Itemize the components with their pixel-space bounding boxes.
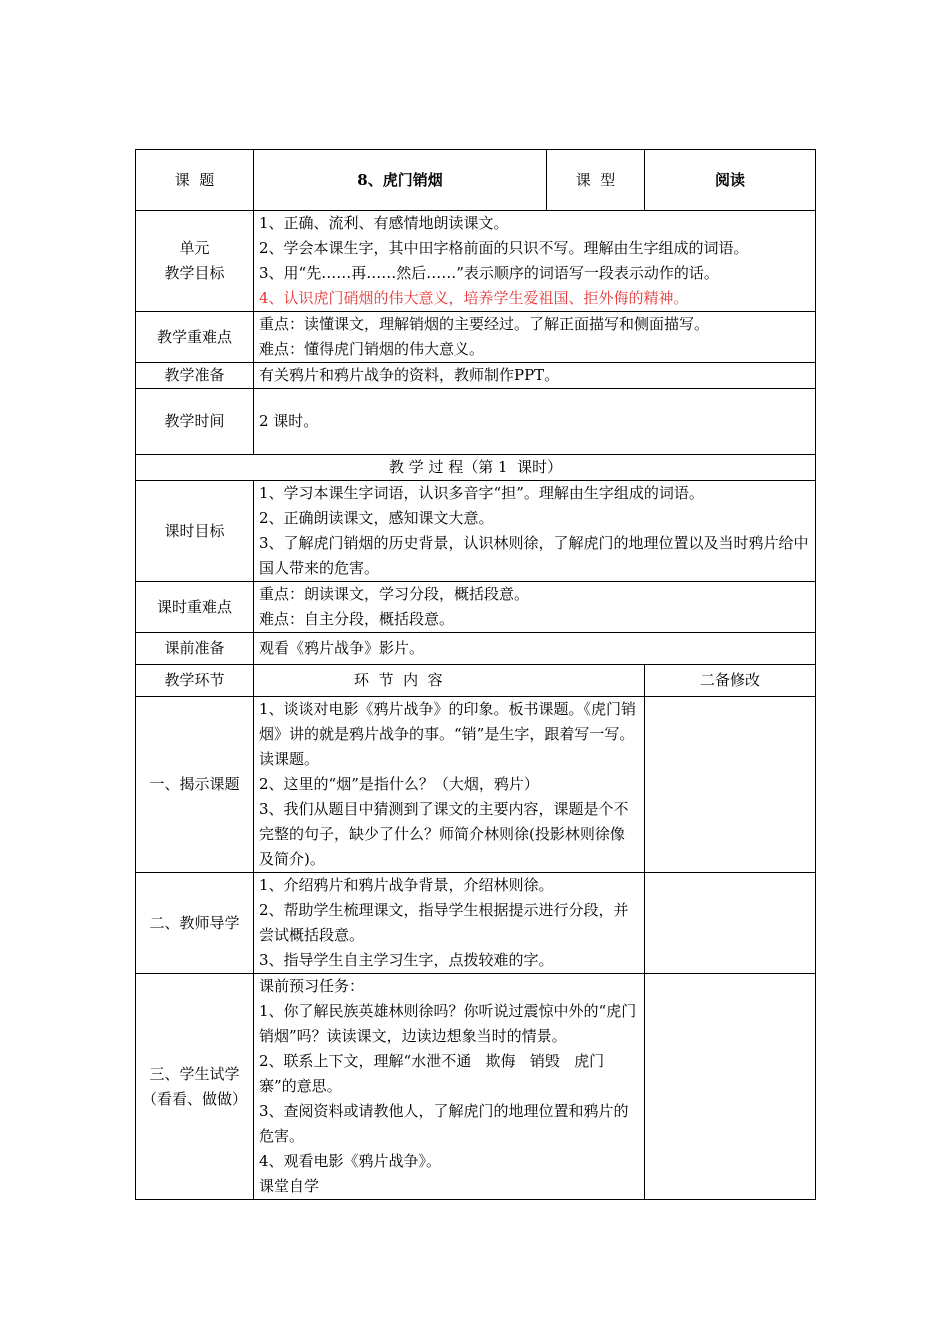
stage-line: 2、这里的“烟”是指什么？（大烟，鸦片） xyxy=(259,775,539,793)
stage-line: 3、指导学生自主学习生字，点拨较难的字。 xyxy=(259,951,554,969)
time-row xyxy=(136,389,816,455)
lesson-key-points-label: 课时重难点 xyxy=(136,582,254,633)
lesson-key-points-row xyxy=(136,582,816,633)
key-points-content xyxy=(254,312,816,363)
unit-goals-content xyxy=(254,211,816,312)
stage-revision-cell xyxy=(645,974,816,1200)
unit-goals-label xyxy=(136,211,254,312)
unit-goal-item-highlight: 4、认识虎门硝烟的伟大意义，培养学生爱祖国、拒外侮的精神。 xyxy=(259,289,689,307)
column-header-content: 环 节 内 容 xyxy=(254,665,645,697)
stage-name xyxy=(136,974,254,1200)
unit-goals-row xyxy=(136,211,816,312)
type-value: 阅读 xyxy=(645,150,816,211)
stage-line: 4、观看电影《鸦片战争》。 xyxy=(259,1152,442,1170)
pre-class-value: 观看《鸦片战争》影片。 xyxy=(254,633,816,665)
time-label: 教学时间 xyxy=(136,389,254,455)
column-header-revision: 二备修改 xyxy=(645,665,816,697)
stage-row xyxy=(136,873,816,974)
stage-content xyxy=(254,873,645,974)
preparation-label: 教学准备 xyxy=(136,363,254,389)
lesson-plan-table xyxy=(135,149,816,1200)
stage-line: 课前预习任务： xyxy=(259,977,365,995)
lesson-key-point-item: 重点：朗读课文，学习分段，概括段意。 xyxy=(259,585,530,603)
stage-line: 1、介绍鸦片和鸦片战争背景，介绍林则徐。 xyxy=(259,876,554,894)
stage-line: 3、查阅资料或请教他人，了解虎门的地理位置和鸦片的危害。 xyxy=(259,1102,629,1145)
unit-goals-label-line2: 教学目标 xyxy=(164,264,225,282)
column-header-stage: 教学环节 xyxy=(136,665,254,697)
pre-class-label: 课前准备 xyxy=(136,633,254,665)
process-heading: 教 学 过 程（第 1 课时） xyxy=(136,455,816,481)
process-heading-row xyxy=(136,455,816,481)
stage-line: 1、谈谈对电影《鸦片战争》的印象。板书课题。《虎门销烟》讲的就是鸦片战争的事。“销”是生字，跟着写一写。读课题。 xyxy=(259,700,637,768)
stage-row xyxy=(136,697,816,873)
topic-label: 课 题 xyxy=(136,150,254,211)
stage-revision-cell xyxy=(645,697,816,873)
time-value: 2 课时。 xyxy=(254,389,816,455)
key-point-item: 难点：懂得虎门销烟的伟大意义。 xyxy=(259,340,485,358)
header-row xyxy=(136,150,816,211)
lesson-key-points-content xyxy=(254,582,816,633)
topic-value: 8、虎门销烟 xyxy=(254,150,547,211)
stage-name-line1: 三、学生试学 xyxy=(149,1064,240,1083)
lesson-goal-item: 1、学习本课生字词语，认识多音字“担”。理解由生字组成的词语。 xyxy=(259,484,704,502)
stage-content xyxy=(254,697,645,873)
key-points-row xyxy=(136,312,816,363)
preparation-value: 有关鸦片和鸦片战争的资料，教师制作PPT。 xyxy=(254,363,816,389)
stage-line: 3、我们从题目中猜测到了课文的主要内容，课题是个不完整的句子，缺少了什么？师简介林则徐(投影林则徐像及简介)。 xyxy=(259,800,629,868)
stage-content xyxy=(254,974,645,1200)
stage-row xyxy=(136,974,816,1200)
stage-name-line2: （看看、做做） xyxy=(141,1089,247,1108)
pre-class-row xyxy=(136,633,816,665)
unit-goals-label-line1: 单元 xyxy=(179,239,210,257)
lesson-goals-label: 课时目标 xyxy=(136,481,254,582)
lesson-goals-content xyxy=(254,481,816,582)
key-points-label: 教学重难点 xyxy=(136,312,254,363)
unit-goal-item: 3、用“先……再……然后……”表示顺序的词语写一段表示动作的话。 xyxy=(259,264,719,282)
stage-name: 一、揭示课题 xyxy=(136,697,254,873)
stage-line: 2、联系上下文，理解“水泄不通 欺侮 销毁 虎门寨”的意思。 xyxy=(259,1052,605,1095)
stage-line: 课堂自学 xyxy=(259,1177,320,1195)
type-label: 课 型 xyxy=(547,150,645,211)
lesson-goal-item: 3、了解虎门销烟的历史背景，认识林则徐，了解虎门的地理位置以及当时鸦片给中国人带来的危害。 xyxy=(259,534,809,577)
stage-line: 1、你了解民族英雄林则徐吗？你听说过震惊中外的“虎门销烟”吗？读读课文，边读边想象当时的情景。 xyxy=(259,1002,637,1045)
lesson-goal-item: 2、正确朗读课文，感知课文大意。 xyxy=(259,509,494,527)
unit-goal-item: 1、正确、流利、有感情地朗读课文。 xyxy=(259,214,509,232)
unit-goal-item: 2、学会本课生字，其中田字格前面的只识不写。理解由生字组成的词语。 xyxy=(259,239,749,257)
lesson-key-point-item: 难点：自主分段，概括段意。 xyxy=(259,610,455,628)
key-point-item: 重点：读懂课文，理解销烟的主要经过。了解正面描写和侧面描写。 xyxy=(259,315,710,333)
stage-line: 2、帮助学生梳理课文，指导学生根据提示进行分段，并尝试概括段意。 xyxy=(259,901,629,944)
preparation-row xyxy=(136,363,816,389)
stage-revision-cell xyxy=(645,873,816,974)
column-header-row xyxy=(136,665,816,697)
stage-name: 二、教师导学 xyxy=(136,873,254,974)
lesson-goals-row xyxy=(136,481,816,582)
